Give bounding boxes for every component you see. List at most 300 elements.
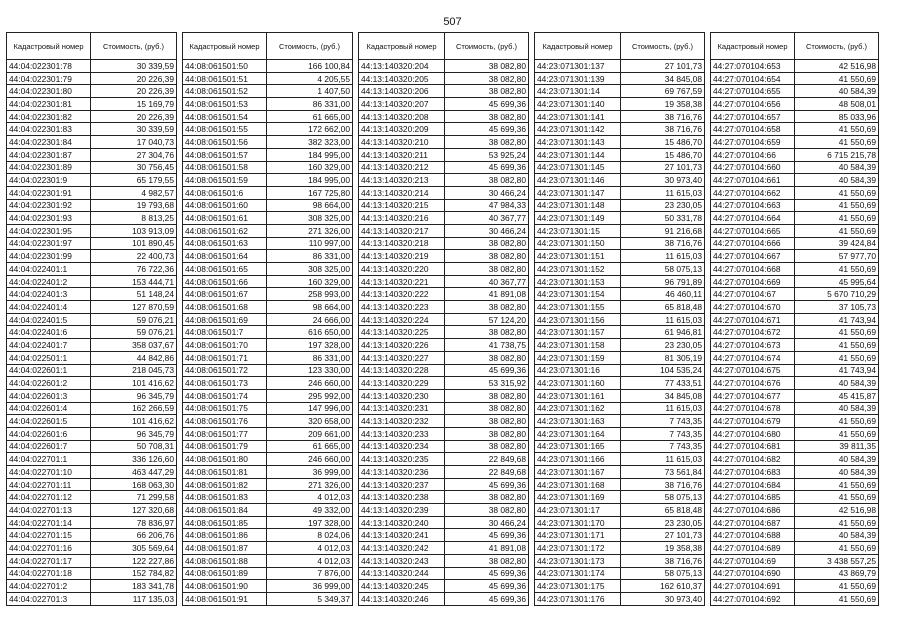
cadastral-number-cell: 44:13:140320:209 <box>359 123 445 136</box>
table-row <box>535 199 705 212</box>
table-row <box>535 237 705 250</box>
cadastral-number-cell: 44:08:061501:84 <box>183 504 267 517</box>
cadastral-number-cell: 44:08:061501:88 <box>183 554 267 567</box>
cadastral-number-cell: 44:27:070104:657 <box>711 110 795 123</box>
table-row <box>535 364 705 377</box>
table-row <box>359 491 529 504</box>
cadastral-number-cell: 44:04:022301:92 <box>7 199 91 212</box>
table-row <box>359 478 529 491</box>
cost-cell: 45 415,87 <box>795 389 879 402</box>
table-row <box>7 85 177 98</box>
table-row <box>7 364 177 377</box>
cadastral-number-cell: 44:23:071301:159 <box>535 351 621 364</box>
table-row <box>711 389 879 402</box>
cadastral-number-cell: 44:08:061501:57 <box>183 148 267 161</box>
table-row <box>183 580 353 593</box>
cadastral-number-cell: 44:13:140320:235 <box>359 453 445 466</box>
table-row <box>183 123 353 136</box>
cost-cell: 65 818,48 <box>621 301 705 314</box>
cadastral-number-cell: 44:13:140320:206 <box>359 85 445 98</box>
table-row <box>7 60 177 73</box>
cost-cell: 47 984,33 <box>445 199 529 212</box>
cost-cell: 30 339,59 <box>91 60 177 73</box>
cost-cell: 38 082,80 <box>445 136 529 149</box>
cadastral-number-cell: 44:04:022601:6 <box>7 427 91 440</box>
table-row <box>711 478 879 491</box>
cadastral-number-cell: 44:04:022301:81 <box>7 98 91 111</box>
cadastral-number-cell: 44:23:071301:152 <box>535 263 621 276</box>
table-row <box>7 110 177 123</box>
cadastral-number-cell: 44:04:022601:7 <box>7 440 91 453</box>
cadastral-number-cell: 44:13:140320:246 <box>359 592 445 605</box>
cadastral-number-cell: 44:27:070104:678 <box>711 402 795 415</box>
cadastral-number-cell: 44:23:071301:157 <box>535 326 621 339</box>
cadastral-number-cell: 44:27:070104:682 <box>711 453 795 466</box>
cost-cell: 45 995,64 <box>795 275 879 288</box>
table-row <box>359 85 529 98</box>
cost-cell: 4 982,57 <box>91 186 177 199</box>
cost-cell: 123 330,00 <box>267 364 353 377</box>
cost-cell: 4 012,03 <box>267 542 353 555</box>
table-row <box>7 542 177 555</box>
cost-cell: 20 226,39 <box>91 72 177 85</box>
cadastral-number-cell: 44:23:071301:172 <box>535 542 621 555</box>
table-row <box>7 98 177 111</box>
cadastral-number-cell: 44:08:061501:83 <box>183 491 267 504</box>
cost-cell: 38 716,76 <box>621 110 705 123</box>
table-row <box>711 440 879 453</box>
table-row <box>359 326 529 339</box>
table-row <box>711 275 879 288</box>
cadastral-number-cell: 44:13:140320:217 <box>359 224 445 237</box>
cadastral-number-cell: 44:08:061501:76 <box>183 415 267 428</box>
cadastral-number-cell: 44:04:022701:1 <box>7 453 91 466</box>
table-row <box>183 186 353 199</box>
cost-cell: 59 076,21 <box>91 313 177 326</box>
cadastral-number-cell: 44:27:070104:692 <box>711 592 795 605</box>
cost-cell: 101 890,45 <box>91 237 177 250</box>
cadastral-number-cell: 44:08:061501:69 <box>183 313 267 326</box>
table-row <box>183 466 353 479</box>
cadastral-number-cell: 44:27:070104:665 <box>711 224 795 237</box>
table-row <box>711 326 879 339</box>
table-row <box>535 554 705 567</box>
cadastral-number-cell: 44:08:061501:63 <box>183 237 267 250</box>
cost-cell: 17 040,73 <box>91 136 177 149</box>
table-row <box>359 224 529 237</box>
cost-cell: 117 135,03 <box>91 592 177 605</box>
table-row <box>535 212 705 225</box>
table-row <box>711 554 879 567</box>
cadastral-number-cell: 44:27:070104:683 <box>711 466 795 479</box>
table-row <box>359 263 529 276</box>
cadastral-number-cell: 44:23:071301:166 <box>535 453 621 466</box>
cost-cell: 15 486,70 <box>621 136 705 149</box>
cost-cell: 336 126,60 <box>91 453 177 466</box>
table-row <box>535 161 705 174</box>
cadastral-number-cell: 44:08:061501:60 <box>183 199 267 212</box>
table-row <box>535 186 705 199</box>
table-row <box>711 339 879 352</box>
cost-cell: 308 325,00 <box>267 263 353 276</box>
cost-cell: 7 743,35 <box>621 427 705 440</box>
table-row <box>711 301 879 314</box>
table-row <box>359 377 529 390</box>
table-header-row <box>535 33 705 60</box>
cost-cell: 41 550,69 <box>795 592 879 605</box>
cost-cell: 168 063,30 <box>91 478 177 491</box>
cadastral-number-cell: 44:27:070104:653 <box>711 60 795 73</box>
cost-cell: 40 584,39 <box>795 174 879 187</box>
table-row <box>359 98 529 111</box>
table-row <box>359 440 529 453</box>
table-row <box>183 389 353 402</box>
cadastral-number-cell: 44:23:071301:150 <box>535 237 621 250</box>
cost-cell: 41 550,69 <box>795 580 879 593</box>
cadastral-number-cell: 44:08:061501:90 <box>183 580 267 593</box>
cost-cell: 104 535,24 <box>621 364 705 377</box>
table-row <box>183 516 353 529</box>
cadastral-number-cell: 44:08:061501:91 <box>183 592 267 605</box>
cost-cell: 38 716,76 <box>621 237 705 250</box>
cost-cell: 1 407,50 <box>267 85 353 98</box>
cadastral-number-cell: 44:27:070104:669 <box>711 275 795 288</box>
cost-cell: 98 664,00 <box>267 301 353 314</box>
cost-cell: 38 082,80 <box>445 72 529 85</box>
cadastral-number-cell: 44:23:071301:139 <box>535 72 621 85</box>
cost-cell: 218 045,73 <box>91 364 177 377</box>
table-row <box>535 123 705 136</box>
cost-cell: 46 460,11 <box>621 288 705 301</box>
cadastral-number-cell: 44:08:061501:56 <box>183 136 267 149</box>
cost-cell: 61 946,81 <box>621 326 705 339</box>
cost-cell: 41 550,69 <box>795 351 879 364</box>
cadastral-number-cell: 44:23:071301:149 <box>535 212 621 225</box>
table-row <box>183 542 353 555</box>
table-header-row <box>359 33 529 60</box>
cost-cell: 40 584,39 <box>795 161 879 174</box>
table-row <box>711 580 879 593</box>
cadastral-number-cell: 44:23:071301:146 <box>535 174 621 187</box>
cost-cell: 69 767,59 <box>621 85 705 98</box>
cost-cell: 8 024,06 <box>267 529 353 542</box>
cost-cell: 30 339,59 <box>91 123 177 136</box>
header-cadastral-number: Кадастровый номер <box>359 33 445 60</box>
cadastral-number-cell: 44:08:061501:77 <box>183 427 267 440</box>
cost-cell: 39 424,84 <box>795 237 879 250</box>
table-row <box>183 504 353 517</box>
table-row <box>535 440 705 453</box>
cost-cell: 246 660,00 <box>267 377 353 390</box>
table-row <box>7 529 177 542</box>
table-row <box>183 110 353 123</box>
table-row <box>359 237 529 250</box>
table-row <box>535 60 705 73</box>
table-row <box>535 351 705 364</box>
cost-cell: 127 870,59 <box>91 301 177 314</box>
cadastral-number-cell: 44:23:071301:176 <box>535 592 621 605</box>
table-row <box>183 592 353 605</box>
table-row <box>359 212 529 225</box>
cost-cell: 53 925,24 <box>445 148 529 161</box>
cadastral-number-cell: 44:27:070104:67 <box>711 288 795 301</box>
table-row <box>711 110 879 123</box>
cost-cell: 20 226,39 <box>91 110 177 123</box>
cadastral-number-cell: 44:04:022601:2 <box>7 377 91 390</box>
cost-cell: 4 205,55 <box>267 72 353 85</box>
cost-cell: 30 466,24 <box>445 186 529 199</box>
cadastral-number-cell: 44:04:022301:99 <box>7 250 91 263</box>
cost-cell: 101 416,62 <box>91 377 177 390</box>
cadastral-number-cell: 44:04:022301:91 <box>7 186 91 199</box>
table-row <box>359 313 529 326</box>
cadastral-number-cell: 44:13:140320:238 <box>359 491 445 504</box>
cadastral-number-cell: 44:23:071301:140 <box>535 98 621 111</box>
cadastral-number-cell: 44:04:022401:7 <box>7 339 91 352</box>
cadastral-number-cell: 44:27:070104:689 <box>711 542 795 555</box>
cadastral-number-cell: 44:23:071301:163 <box>535 415 621 428</box>
cost-cell: 8 813,25 <box>91 212 177 225</box>
cost-cell: 15 169,79 <box>91 98 177 111</box>
table-row <box>359 72 529 85</box>
cost-cell: 7 743,35 <box>621 415 705 428</box>
cadastral-number-cell: 44:23:071301:171 <box>535 529 621 542</box>
cost-cell: 23 230,05 <box>621 199 705 212</box>
cost-cell: 45 699,36 <box>445 567 529 580</box>
cost-cell: 81 305,19 <box>621 351 705 364</box>
cadastral-number-cell: 44:04:022301:78 <box>7 60 91 73</box>
cost-cell: 5 349,37 <box>267 592 353 605</box>
table-row <box>711 415 879 428</box>
cadastral-number-cell: 44:13:140320:218 <box>359 237 445 250</box>
cadastral-number-cell: 44:13:140320:204 <box>359 60 445 73</box>
table-row <box>711 529 879 542</box>
cost-cell: 50 331,78 <box>621 212 705 225</box>
cost-cell: 41 550,69 <box>795 186 879 199</box>
cost-cell: 11 615,03 <box>621 313 705 326</box>
table-row <box>359 516 529 529</box>
header-cadastral-number: Кадастровый номер <box>183 33 267 60</box>
cost-cell: 61 665,00 <box>267 440 353 453</box>
cost-cell: 45 699,36 <box>445 529 529 542</box>
cadastral-number-cell: 44:08:061501:59 <box>183 174 267 187</box>
cadastral-number-cell: 44:13:140320:207 <box>359 98 445 111</box>
table-header-row <box>7 33 177 60</box>
cadastral-number-cell: 44:27:070104:673 <box>711 339 795 352</box>
cost-cell: 20 226,39 <box>91 85 177 98</box>
cost-cell: 41 550,69 <box>795 199 879 212</box>
cadastral-number-cell: 44:04:022401:3 <box>7 288 91 301</box>
table-body <box>359 60 529 606</box>
cadastral-number-cell: 44:13:140320:221 <box>359 275 445 288</box>
cadastral-number-cell: 44:27:070104:662 <box>711 186 795 199</box>
table-row <box>711 237 879 250</box>
cost-cell: 57 977,70 <box>795 250 879 263</box>
table-row <box>711 186 879 199</box>
cost-cell: 11 615,03 <box>621 453 705 466</box>
cadastral-table-column-1 <box>6 32 177 606</box>
cadastral-number-cell: 44:27:070104:664 <box>711 212 795 225</box>
cost-cell: 45 699,36 <box>445 478 529 491</box>
table-row <box>7 174 177 187</box>
cadastral-number-cell: 44:04:022301:93 <box>7 212 91 225</box>
cost-cell: 34 845,08 <box>621 72 705 85</box>
cost-cell: 42 516,98 <box>795 504 879 517</box>
table-row <box>359 339 529 352</box>
cadastral-number-cell: 44:04:022401:2 <box>7 275 91 288</box>
cost-cell: 76 722,36 <box>91 263 177 276</box>
cost-cell: 183 341,78 <box>91 580 177 593</box>
cost-cell: 41 550,69 <box>795 339 879 352</box>
cost-cell: 7 743,35 <box>621 440 705 453</box>
cadastral-number-cell: 44:13:140320:232 <box>359 415 445 428</box>
cadastral-number-cell: 44:23:071301:142 <box>535 123 621 136</box>
cost-cell: 38 082,80 <box>445 326 529 339</box>
cadastral-number-cell: 44:23:071301:16 <box>535 364 621 377</box>
cadastral-table-column-5 <box>710 32 879 606</box>
cadastral-number-cell: 44:13:140320:233 <box>359 427 445 440</box>
cadastral-number-cell: 44:08:061501:87 <box>183 542 267 555</box>
table-row <box>359 123 529 136</box>
table-row <box>183 377 353 390</box>
table-row <box>359 364 529 377</box>
cadastral-number-cell: 44:27:070104:69 <box>711 554 795 567</box>
table-row <box>535 174 705 187</box>
cost-cell: 11 615,03 <box>621 402 705 415</box>
cadastral-number-cell: 44:13:140320:244 <box>359 567 445 580</box>
cost-cell: 65 179,55 <box>91 174 177 187</box>
cost-cell: 41 891,08 <box>445 288 529 301</box>
cost-cell: 160 329,00 <box>267 275 353 288</box>
cost-cell: 38 082,80 <box>445 491 529 504</box>
cadastral-number-cell: 44:23:071301:155 <box>535 301 621 314</box>
cadastral-number-cell: 44:23:071301:173 <box>535 554 621 567</box>
cadastral-table-column-2 <box>182 32 353 606</box>
table-row <box>7 313 177 326</box>
cadastral-number-cell: 44:04:022301:87 <box>7 148 91 161</box>
table-row <box>711 72 879 85</box>
cadastral-number-cell: 44:23:071301:154 <box>535 288 621 301</box>
cadastral-number-cell: 44:13:140320:212 <box>359 161 445 174</box>
table-row <box>711 199 879 212</box>
table-row <box>711 466 879 479</box>
table-row <box>711 263 879 276</box>
table-row <box>359 402 529 415</box>
cadastral-number-cell: 44:13:140320:220 <box>359 263 445 276</box>
cost-cell: 40 584,39 <box>795 402 879 415</box>
cost-cell: 147 996,00 <box>267 402 353 415</box>
table-row <box>359 567 529 580</box>
table-row <box>183 326 353 339</box>
table-row <box>7 339 177 352</box>
cadastral-number-cell: 44:08:061501:75 <box>183 402 267 415</box>
table-row <box>535 427 705 440</box>
table-row <box>7 516 177 529</box>
cadastral-number-cell: 44:27:070104:688 <box>711 529 795 542</box>
table-row <box>7 567 177 580</box>
table-row <box>711 212 879 225</box>
cadastral-number-cell: 44:27:070104:681 <box>711 440 795 453</box>
cadastral-number-cell: 44:08:061501:73 <box>183 377 267 390</box>
cadastral-number-cell: 44:13:140320:230 <box>359 389 445 402</box>
table-row <box>7 466 177 479</box>
cost-cell: 86 331,00 <box>267 250 353 263</box>
table-row <box>7 186 177 199</box>
cadastral-number-cell: 44:04:022401:4 <box>7 301 91 314</box>
header-cost: Стоимость, (руб.) <box>91 33 177 60</box>
table-row <box>535 224 705 237</box>
cadastral-number-cell: 44:13:140320:245 <box>359 580 445 593</box>
cadastral-number-cell: 44:13:140320:213 <box>359 174 445 187</box>
cost-cell: 127 320,68 <box>91 504 177 517</box>
cadastral-number-cell: 44:13:140320:216 <box>359 212 445 225</box>
cadastral-number-cell: 44:04:022701:11 <box>7 478 91 491</box>
cadastral-number-cell: 44:08:061501:50 <box>183 60 267 73</box>
table-row <box>535 326 705 339</box>
cadastral-number-cell: 44:08:061501:70 <box>183 339 267 352</box>
cost-cell: 41 550,69 <box>795 491 879 504</box>
cadastral-number-cell: 44:23:071301:168 <box>535 478 621 491</box>
table-row <box>535 542 705 555</box>
cadastral-number-cell: 44:13:140320:210 <box>359 136 445 149</box>
table-row <box>535 466 705 479</box>
table-row <box>7 237 177 250</box>
cadastral-number-cell: 44:13:140320:211 <box>359 148 445 161</box>
cost-cell: 38 082,80 <box>445 504 529 517</box>
cadastral-number-cell: 44:13:140320:239 <box>359 504 445 517</box>
header-cost: Стоимость, (руб.) <box>795 33 879 60</box>
cadastral-number-cell: 44:27:070104:676 <box>711 377 795 390</box>
table-row <box>535 504 705 517</box>
header-cadastral-number: Кадастровый номер <box>535 33 621 60</box>
cadastral-number-cell: 44:23:071301:174 <box>535 567 621 580</box>
cost-cell: 38 082,80 <box>445 174 529 187</box>
table-row <box>711 491 879 504</box>
table-row <box>183 237 353 250</box>
cadastral-number-cell: 44:27:070104:670 <box>711 301 795 314</box>
cadastral-number-cell: 44:04:022301:89 <box>7 161 91 174</box>
cost-cell: 96 791,89 <box>621 275 705 288</box>
table-body <box>7 60 177 606</box>
cadastral-number-cell: 44:27:070104:654 <box>711 72 795 85</box>
cost-cell: 38 082,80 <box>445 301 529 314</box>
cost-cell: 86 331,00 <box>267 98 353 111</box>
cost-cell: 41 743,94 <box>795 313 879 326</box>
cadastral-number-cell: 44:27:070104:680 <box>711 427 795 440</box>
table-row <box>535 263 705 276</box>
cadastral-number-cell: 44:08:061501:51 <box>183 72 267 85</box>
cadastral-number-cell: 44:08:061501:85 <box>183 516 267 529</box>
cost-cell: 41 550,69 <box>795 263 879 276</box>
table-row <box>359 466 529 479</box>
cadastral-number-cell: 44:04:022301:80 <box>7 85 91 98</box>
table-row <box>359 427 529 440</box>
table-row <box>183 212 353 225</box>
cost-cell: 66 206,76 <box>91 529 177 542</box>
cadastral-number-cell: 44:04:022701:12 <box>7 491 91 504</box>
cadastral-number-cell: 44:13:140320:241 <box>359 529 445 542</box>
cost-cell: 23 230,05 <box>621 516 705 529</box>
table-row <box>183 427 353 440</box>
table-row <box>7 326 177 339</box>
table-row <box>7 427 177 440</box>
cost-cell: 96 345,79 <box>91 427 177 440</box>
cadastral-number-cell: 44:23:071301:158 <box>535 339 621 352</box>
table-row <box>183 567 353 580</box>
cadastral-number-cell: 44:13:140320:236 <box>359 466 445 479</box>
cost-cell: 45 699,36 <box>445 123 529 136</box>
cost-cell: 45 699,36 <box>445 98 529 111</box>
